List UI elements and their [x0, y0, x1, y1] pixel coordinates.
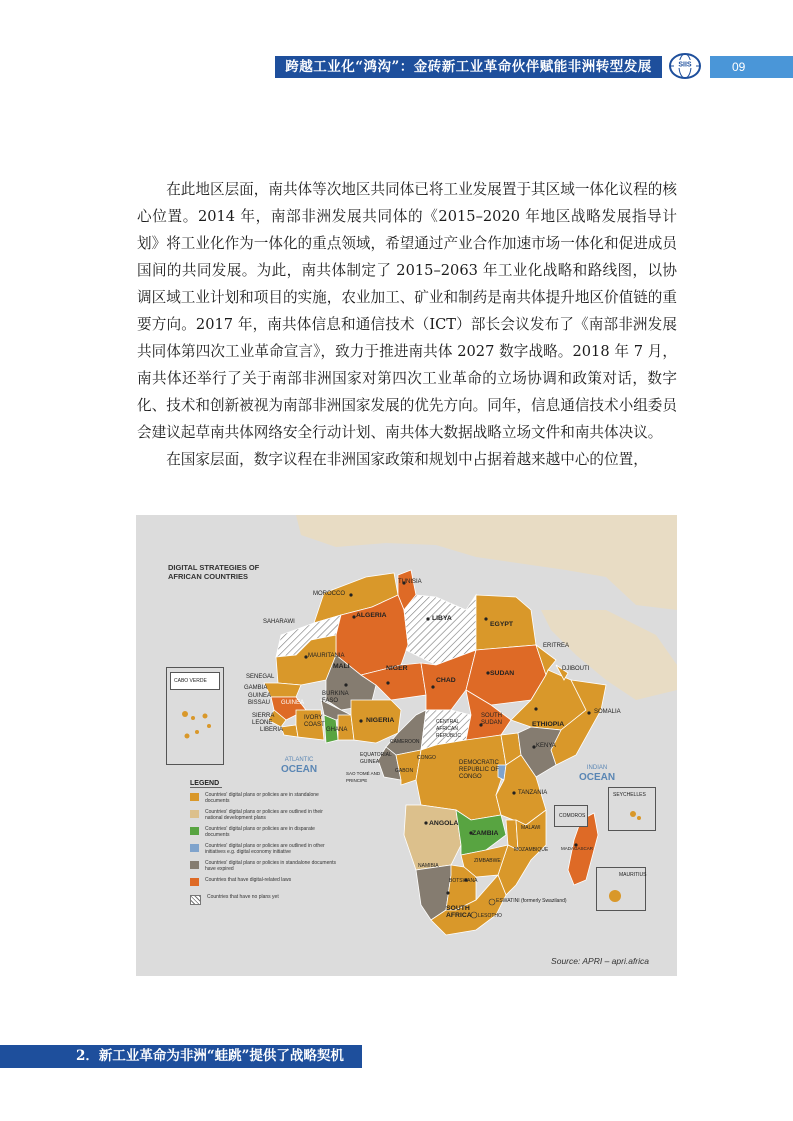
indian-ocean-label	[579, 763, 615, 783]
legend-swatch-other-initiatives	[190, 844, 199, 852]
page-number: 09	[710, 56, 793, 78]
inset-mauritius	[596, 867, 646, 911]
legend-item	[190, 843, 340, 855]
legend-swatch-standalone	[190, 793, 199, 801]
inset-cabo-verde	[166, 667, 224, 765]
label-eswatini: ESWATINI (formerly Swaziland)	[496, 898, 567, 904]
inset-seychelles	[608, 787, 656, 831]
label-zambia: ZAMBIA	[472, 830, 499, 837]
label-ghana: GHANA	[326, 727, 348, 733]
label-sao-tome: SAO TOMÉ AND PRINCIPE	[346, 771, 381, 783]
legend-swatch-no-plans	[190, 895, 201, 905]
legend-text: Countries that have no plans yet	[207, 894, 279, 900]
label-djibouti: DJIBOUTI	[562, 666, 590, 672]
label-guinea: GUINEA	[281, 700, 305, 706]
legend-text: Countries' digital plans or policies are outlined in other initiatives e.g. digital economy initiative	[205, 843, 325, 855]
legend-item	[190, 877, 340, 889]
legend-item	[190, 826, 340, 838]
label-mali: MALI	[333, 663, 350, 670]
label-chad: CHAD	[436, 677, 456, 684]
cabo-verde-islands-icon	[167, 692, 223, 762]
label-south-africa: SOUTH AFRICA	[446, 905, 472, 919]
label-senegal: SENEGAL	[246, 674, 275, 680]
label-tanzania: TANZANIA	[518, 790, 548, 796]
map-source: Source: APRI – apri.africa	[551, 956, 649, 966]
indian-line-1: INDIAN	[586, 765, 608, 771]
siis-logo-icon	[668, 51, 702, 81]
label-seychelles: SEYCHELLES	[613, 792, 646, 798]
label-ethiopia: ETHIOPIA	[532, 721, 565, 728]
label-somalia: SOMALIA	[594, 709, 621, 715]
label-gabon: GABON	[395, 768, 414, 774]
label-congo: CONGO	[417, 755, 436, 761]
inset-comoros	[554, 805, 588, 827]
label-eritrea: ERITREA	[543, 643, 570, 649]
legend-item	[190, 809, 340, 821]
label-tunisia: TUNISIA	[398, 579, 422, 585]
map-title: DIGITAL STRATEGIES OF AFRICAN COUNTRIES	[168, 563, 260, 581]
label-saharawi: SAHARAWI	[263, 619, 295, 625]
africa-digital-strategies-map	[136, 515, 677, 976]
legend-item	[190, 792, 340, 804]
label-drc: DEMOCRATIC REPUBLIC OF CONGO	[459, 760, 500, 780]
atlantic-line-1: ATLANTIC	[284, 757, 314, 763]
label-madagascar: MADAGASCAR	[561, 846, 594, 851]
legend-swatch-expired	[190, 861, 199, 869]
label-liberia: LIBERIA	[260, 727, 284, 733]
label-lesotho: LESOTHO	[478, 913, 502, 919]
logo-text: SIIS	[678, 61, 692, 69]
label-botswana: BOTSWANA	[449, 878, 478, 884]
label-niger: NIGER	[386, 665, 408, 672]
cabo-verde-label-box	[170, 672, 220, 690]
label-guinea-bissau: GUINEA BISSAU	[248, 693, 271, 706]
label-angola: ANGOLA	[429, 820, 459, 827]
label-mauritius: MAURITIUS	[619, 872, 647, 878]
label-morocco: MOROCCO	[313, 591, 345, 597]
label-cameroon: CAMEROON	[390, 739, 420, 745]
country-liberia	[281, 725, 298, 737]
atlantic-line-2: OCEAN	[281, 764, 318, 775]
label-namibia: NAMIBIA	[418, 863, 439, 869]
legend-swatch-digital-laws	[190, 878, 199, 886]
label-burkina-faso: BURKINA FASO	[322, 691, 349, 704]
label-sudan: SUDAN	[490, 670, 515, 677]
label-egypt: EGYPT	[490, 621, 514, 628]
legend-text: Countries that have digital-related laws	[205, 877, 292, 883]
label-mauritania: MAURITANIA	[308, 653, 345, 659]
country-eswatini	[489, 899, 495, 905]
body-text	[137, 176, 677, 473]
label-nigeria: NIGERIA	[366, 717, 395, 724]
legend-swatch-disparate	[190, 827, 199, 835]
paragraph: 在国家层面，数字议程在非洲国家政策和规划中占据着越来越中心的位置，	[166, 451, 648, 468]
legend-title: LEGEND	[190, 780, 222, 788]
indian-line-2: OCEAN	[579, 772, 616, 783]
label-mozambique: MOZAMBIQUE	[514, 847, 549, 853]
label-comoros: COMOROS	[559, 813, 586, 819]
legend-item	[190, 860, 340, 872]
legend-text: Countries' digital plans or policies are in standalone documents	[205, 792, 319, 804]
label-gambia: GAMBIA	[244, 685, 268, 691]
paragraph: 在此地区层面，南共体等次地区共同体已将工业发展置于其区域一体化议程的核心位置。2014 年，南部非洲发展共同体的《2015–2020 年地区战略发展指导计划》将工业化作为一体化的重点领域，希望通过产业合作加速市场一体化和促进成员国间的共同发展。为此，南共体制定了 2015–2063 年工业化战略和路线图，以协调区域工业计划和项目的实施，农业加工、矿业和制药是南共体提升地区价值链的重要方向。2017 年，南共体信息和通信技术（ICT）部长会议发布了《南部非洲发展共同体第四次工业革命宣言》，致力于推进南共体 2027 数字战略。2018 年 7 月，南共体还举行了关于南部非洲国家对第四次工业革命的立场协调和政策对话，数字化、技术和创新被视为南部非洲国家发展的优先方向。同年，信息通信技术小组委员会建议起草南共体网络安全行动计划、南共体大数据战略立场文件和南共体决议。	[137, 181, 677, 441]
label-ivory-coast: IVORY COAST	[304, 715, 325, 728]
legend-text: Countries' digital plans or policies are outlined in their national development plans	[205, 809, 323, 821]
country-angola	[404, 805, 461, 870]
label-sierra-leone: SIERRA LEONE	[252, 713, 275, 726]
seychelles-islands-icon	[609, 800, 655, 830]
map-legend	[190, 780, 340, 911]
label-south-sudan: SOUTH SUDAN	[481, 713, 503, 726]
label-kenya: KENYA	[536, 743, 556, 749]
atlantic-ocean-label	[281, 755, 317, 775]
label-cabo-verde: CABO VERDE	[174, 678, 207, 684]
label-libya: LIBYA	[432, 615, 452, 622]
running-header-title: 跨越工业化“鸿沟”：金砖新工业革命伙伴赋能非洲转型发展	[275, 56, 662, 78]
legend-text: Countries' digital plans or policies are in disparate documents	[205, 826, 315, 838]
mauritius-island-icon	[597, 880, 645, 910]
section-heading: 2．新工业革命为非洲“蛙跳”提供了战略契机	[0, 1045, 362, 1068]
label-malawi: MALAWI	[521, 825, 541, 831]
legend-swatch-national-plan	[190, 810, 199, 818]
label-car: CENTRAL AFRICAN REPUBLIC	[436, 719, 462, 739]
legend-item	[190, 894, 340, 906]
legend-text: Countries' digital plans or policies in standalone documents have expired	[205, 860, 337, 872]
label-zimbabwe: ZIMBABWE	[474, 858, 501, 864]
label-algeria: ALGERIA	[356, 612, 387, 619]
label-eq-guinea: EQUATORIAL GUINEA	[360, 752, 392, 765]
